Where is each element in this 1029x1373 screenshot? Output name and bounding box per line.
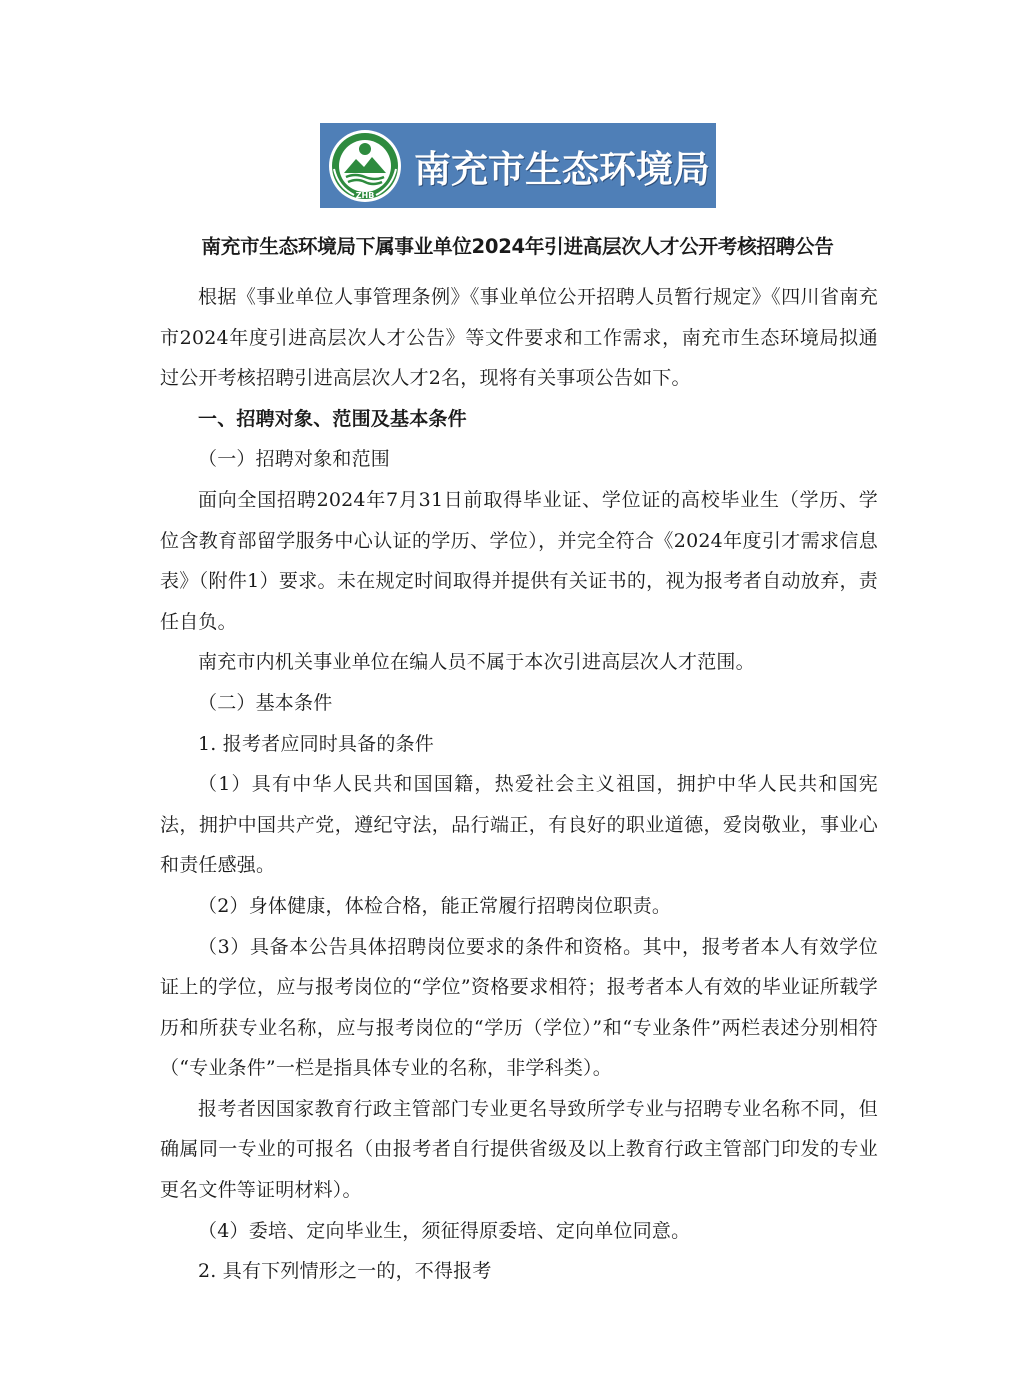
list-item: （3）具备本公告具体招聘岗位要求的条件和资格。其中，报考者本人有效学位证上的学位，应与报考岗位的“学位”资格要求相符；报考者本人有效的毕业证所载学历和所获专业名称，应与报考岗位的“学历（学位）”和“专业条件”两栏表述分别相符（“专业条件”一栏是指具体专业的名称，非学科类）。 xyxy=(160,935,878,1080)
paragraph: 面向全国招聘2024年7月31日前取得毕业证、学位证的高校毕业生（学历、学位含教育部留学服务中心认证的学历、学位），并完全符合《2024年度引才需求信息表》（附件1）要求。未在规定时间取得并提供有关证书的，视为报考者自动放弃，责任自负。 xyxy=(160,488,878,633)
section-heading: 一、招聘对象、范围及基本条件 xyxy=(198,407,467,430)
list-heading: 1. 报考者应同时具备的条件 xyxy=(198,732,434,755)
list-item: （2）身体健康，体检合格，能正常履行招聘岗位职责。 xyxy=(198,894,672,917)
paragraph: 南充市内机关事业单位在编人员不属于本次引进高层次人才范围。 xyxy=(198,651,755,674)
document-title: 南充市生态环境局下属事业单位2024年引进高层次人才公开考核招聘公告 xyxy=(201,235,834,258)
document-body xyxy=(160,277,878,1292)
subsection-heading: （二）基本条件 xyxy=(198,691,333,714)
intro-paragraph: 根据《事业单位人事管理条例》《事业单位公开招聘人员暂行规定》《四川省南充市2024年度引进高层次人才公告》等文件要求和工作需求，南充市生态环境局拟通过公开考核招聘引进高层次人才2名，现将有关事项公告如下。 xyxy=(160,286,878,390)
subsection-heading: （一）招聘对象和范围 xyxy=(198,448,391,471)
list-item: （1）具有中华人民共和国国籍，热爱社会主义祖国，拥护中华人民共和国宪法，拥护中国共产党，遵纪守法，品行端正，有良好的职业道德，爱岗敬业，事业心和责任感强。 xyxy=(160,773,878,877)
header-banner xyxy=(320,123,716,208)
list-item: （4）委培、定向毕业生，须征得原委培、定向单位同意。 xyxy=(198,1219,691,1242)
list-heading: 2. 具有下列情形之一的，不得报考 xyxy=(198,1260,492,1283)
paragraph: 报考者因国家教育行政主管部门专业更名导致所学专业与招聘专业名称不同，但确属同一专业的可报名（由报考者自行提供省级及以上教育行政主管部门印发的专业更名文件等证明材料）。 xyxy=(160,1097,878,1202)
org-name: 南充市生态环境局 xyxy=(414,147,710,191)
eco-environment-emblem-icon xyxy=(328,129,402,203)
emblem-text: ZHB xyxy=(355,190,375,200)
